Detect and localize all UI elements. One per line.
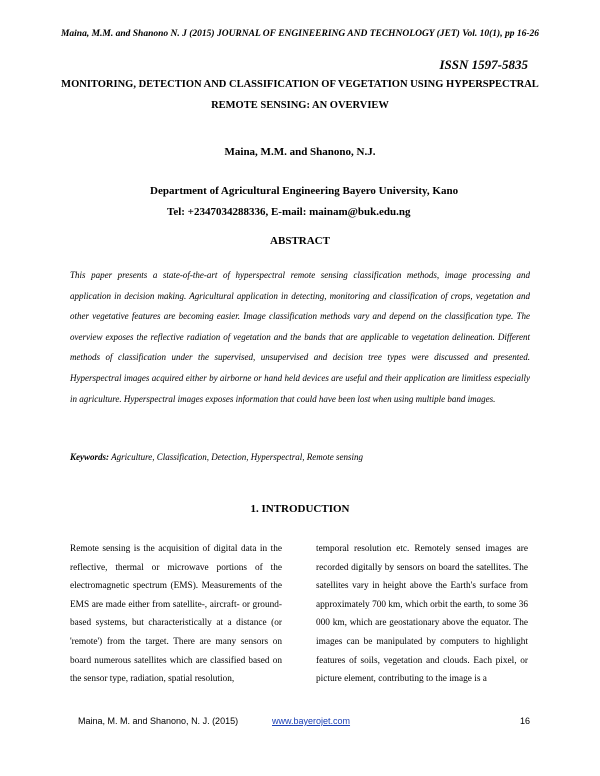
body-column-left: Remote sensing is the acquisition of digital data in the reflective, thermal or microwave portions of the electromagnetic spectrum (EMS). Measurements of the EMS are made either from satellite-, aircraft- or ground-based systems, but characteristically at a distance (or 'remote') from the target. There are many sensors on board numerous satellites which are classified based on the sensor type, radiation, spatial resolution, [70,544,282,685]
keywords-text: Agriculture, Classification, Detection, Hyperspectral, Remote sensing [109,452,363,462]
journal-header: Maina, M.M. and Shanono N. J (2015) JOURNAL OF ENGINEERING AND TECHNOLOGY (JET) Vol. 10(1), pp 16-26 [60,29,540,39]
body-column-right: temporal resolution etc. Remotely sensed images are recorded digitally by sensors on board the satellites. The satellites vary in height above the Earth's surface from approximately 700 km, which orbit the earth, to some 36 000 km, which are geostationary above the equator. The images can be manipulated by computers to highlight features of soils, vegetation and clouds. Each pixel, or picture element, contributing to the image is a [316,544,528,685]
abstract-text: This paper presents a state-of-the-art of hyperspectral remote sensing classification methods, image processing and application in decision making. Agricultural application in detecting, monitoring and classification of crops, vegetation and other vegetative features are becoming easier. Image classification methods vary and depend on the classification type. The overview exposes the reflective radiation of vegetation and the bands that are applicable to vegetation delineation. Different methods of classification under the supervised, unsupervised and decision tree types were discussed and presented. Hyperspectral images acquired either by airborne or hand held devices are useful and their application are limitless especially in agriculture. Hyperspectral images exposes information that could have been lost when using multiple band images. [70,270,530,404]
issn: ISSN 1597-5835 [439,57,528,72]
footer-website-link[interactable]: www.bayerojet.com [272,716,351,726]
page-number: 16 [520,716,531,726]
abstract-heading: ABSTRACT [270,235,330,247]
affiliation: Department of Agricultural Engineering Bayero University, Kano [150,185,459,197]
authors: Maina, M.M. and Shanono, N.J. [224,146,376,158]
keywords [70,452,363,462]
keywords-label: Keywords: [70,452,109,462]
section-heading-introduction: 1. INTRODUCTION [250,503,350,515]
contact-info: Tel: +2347034288336, E-mail: mainam@buk.edu.ng [167,206,411,218]
footer-citation: Maina, M. M. and Shanono, N. J. (2015) [78,716,239,726]
paper-title: MONITORING, DETECTION AND CLASSIFICATION OF VEGETATION USING HYPERSPECTRAL REMOTE SENSING: AN OVERVIEW [61,79,539,111]
